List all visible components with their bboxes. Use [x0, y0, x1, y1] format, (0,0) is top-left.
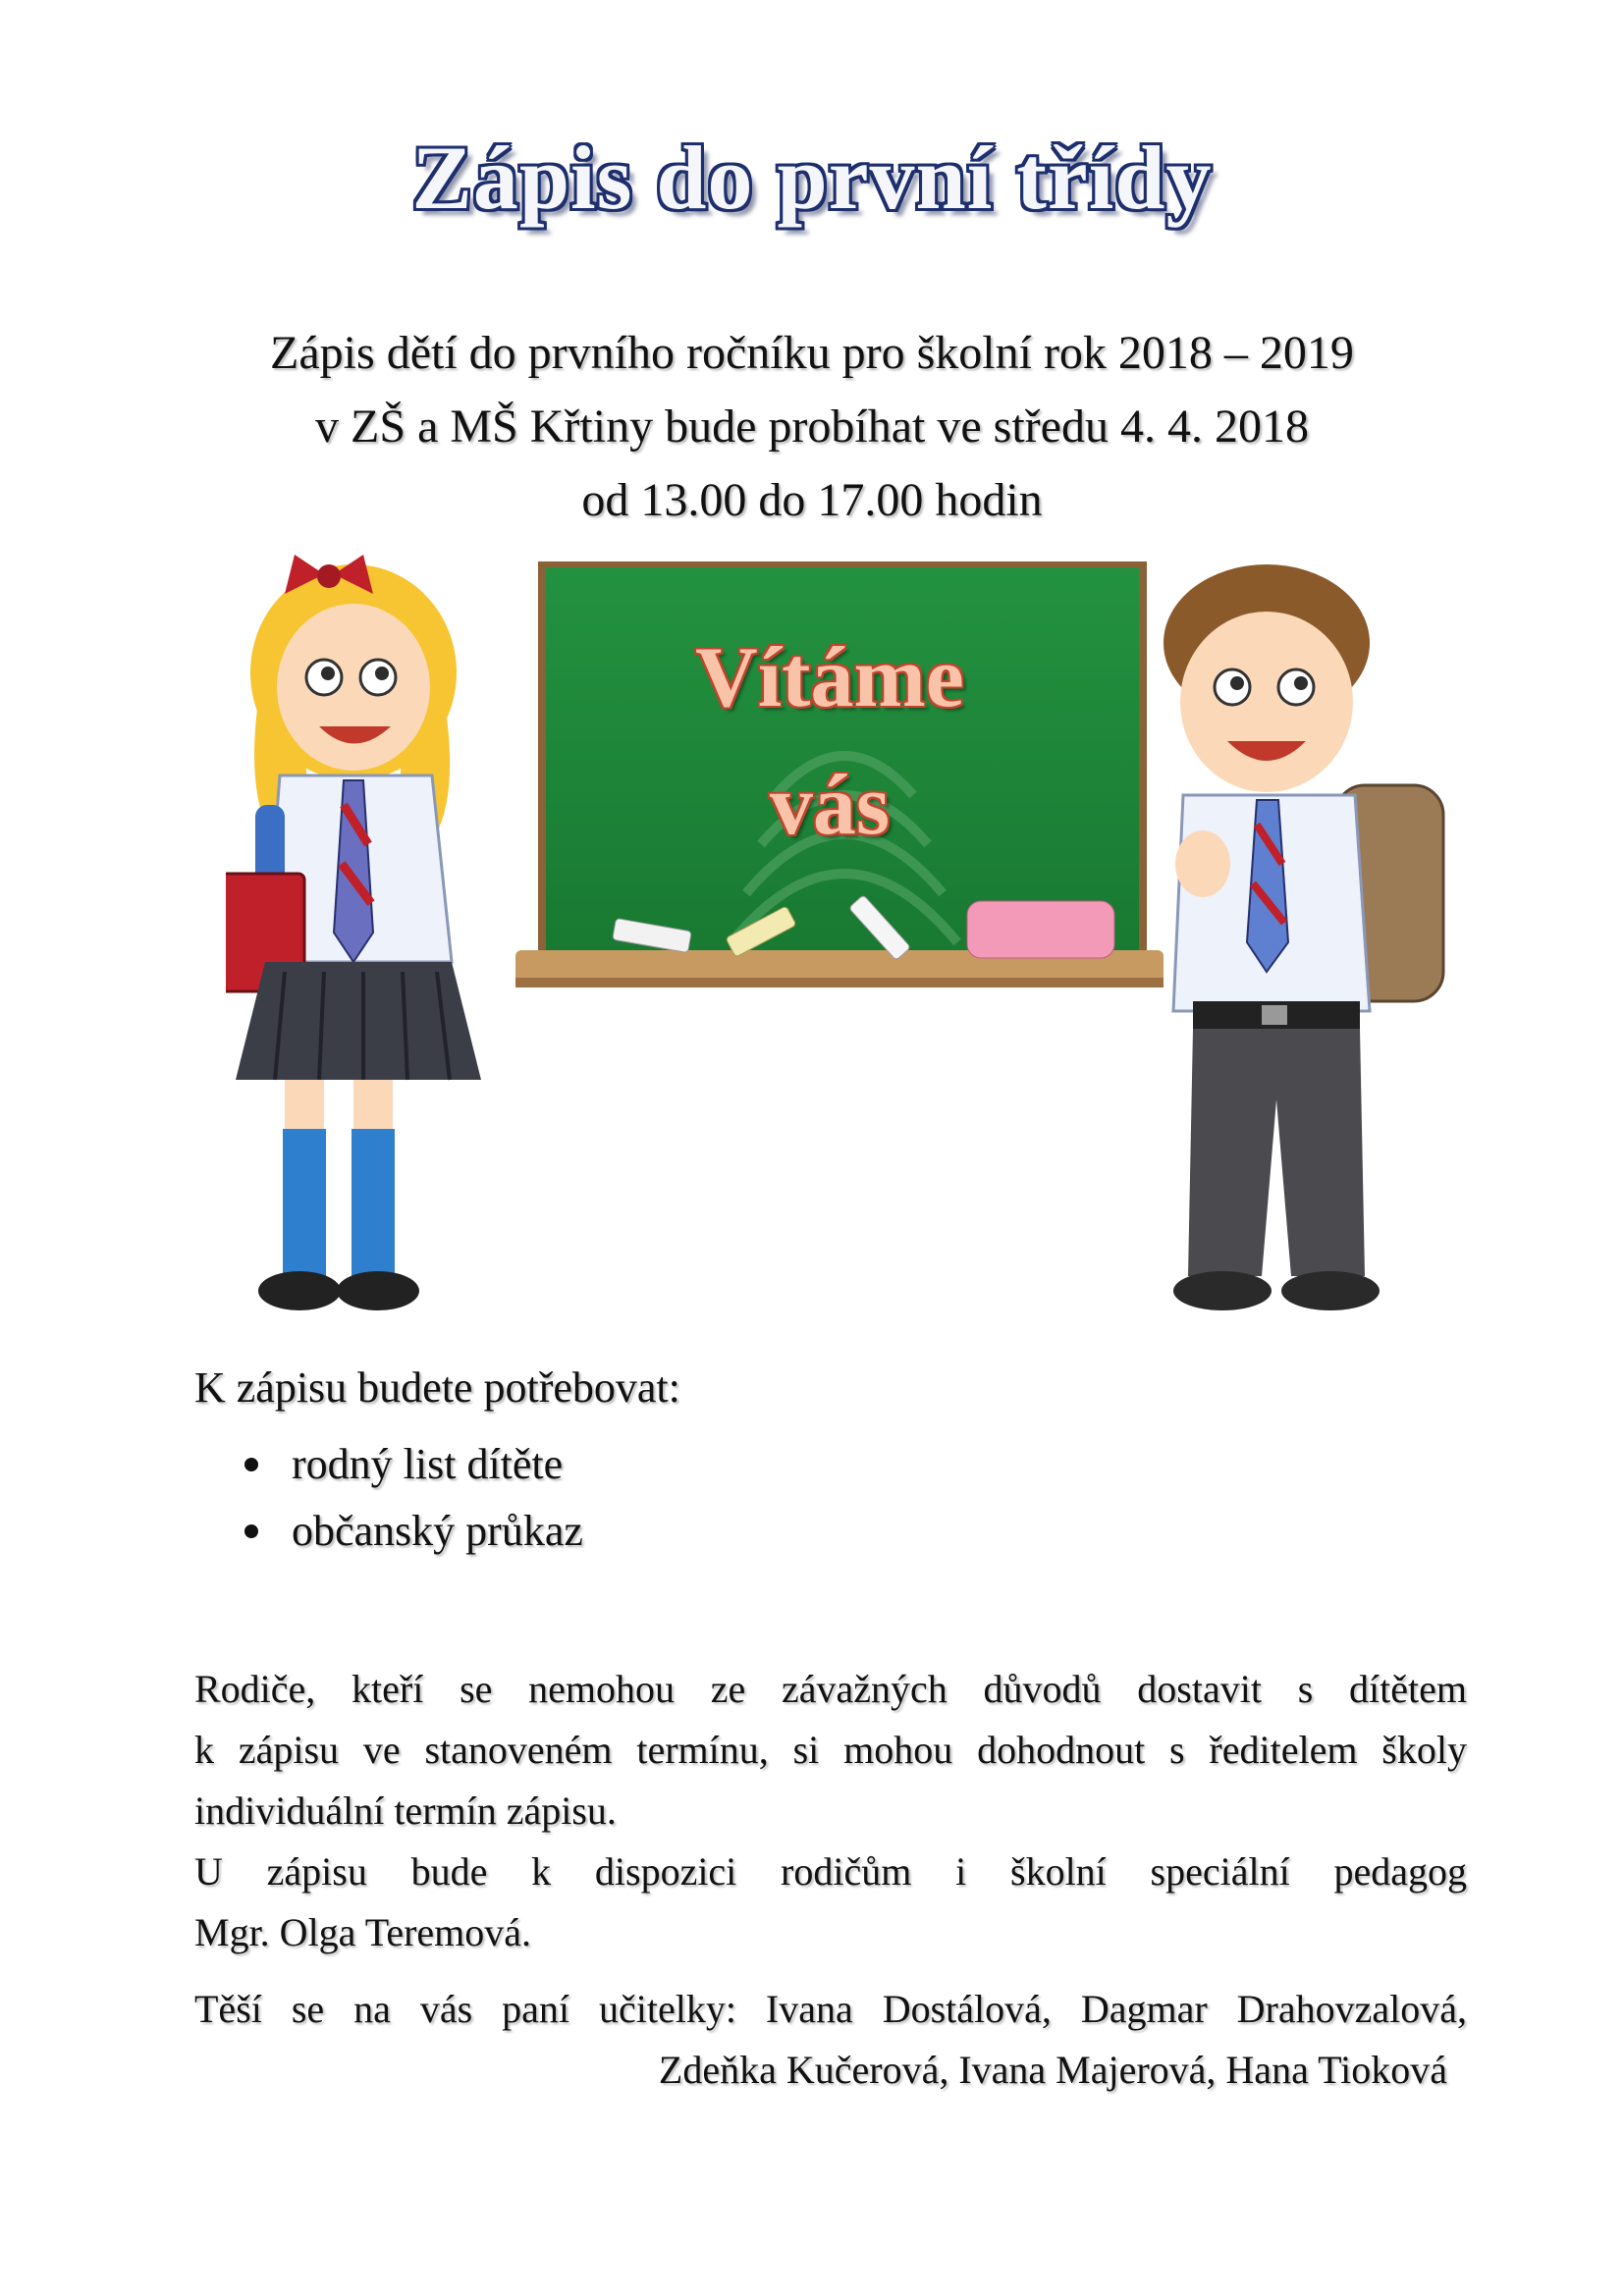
paragraph-line: Mgr. Olga Teremová. — [194, 1910, 532, 1954]
absence-paragraph — [194, 1659, 1467, 1842]
board-greeting-line-2: vás — [769, 758, 891, 853]
requirement-text: občanský průkaz — [292, 1507, 583, 1555]
boy-figure — [1164, 564, 1443, 1310]
pedagogue-paragraph — [194, 1842, 1467, 1963]
intro-line-3: od 13.00 do 17.00 hodin — [581, 474, 1043, 526]
teachers-line-1: Těší se na vás paní učitelky: Ivana Dostálová, Dagmar Drahovzalová, — [194, 1987, 1467, 2031]
intro-line-1: Zápis dětí do prvního ročníku pro školní rok 2018 – 2019 — [270, 327, 1354, 379]
requirements-list — [241, 1431, 583, 1565]
bullet-icon — [244, 1458, 258, 1471]
girl-figure — [226, 555, 481, 1310]
intro-block — [0, 316, 1624, 537]
teachers-line-2: Zdeňka Kučerová, Ivana Majerová, Hana Tioková — [658, 2048, 1447, 2092]
requirement-text: rodný list dítěte — [292, 1440, 564, 1488]
bullet-icon — [244, 1524, 258, 1538]
teachers-signature — [194, 1979, 1467, 2101]
paragraph-line: k zápisu ve stanoveném termínu, si mohou dohodnout s ředitelem školy — [194, 1728, 1467, 1772]
requirements-heading: K zápisu budete potřebovat: — [194, 1363, 680, 1412]
intro-line-2: v ZŠ a MŠ Křtiny bude probíhat ve středu 4. 4. 2018 — [315, 400, 1309, 453]
paragraph-line: individuální termín zápisu. — [194, 1789, 617, 1833]
paragraph-line: U zápisu bude k dispozici rodičům i školní speciální pedagog — [194, 1849, 1467, 1894]
list-item — [241, 1498, 583, 1565]
paragraph-line: Rodiče, kteří se nemohou ze závažných důvodů dostavit s dítětem — [194, 1667, 1467, 1711]
board-greeting-line-1: Vítáme — [695, 630, 964, 725]
list-item — [241, 1431, 583, 1498]
poster-title: Zápis do první třídy — [411, 128, 1213, 228]
